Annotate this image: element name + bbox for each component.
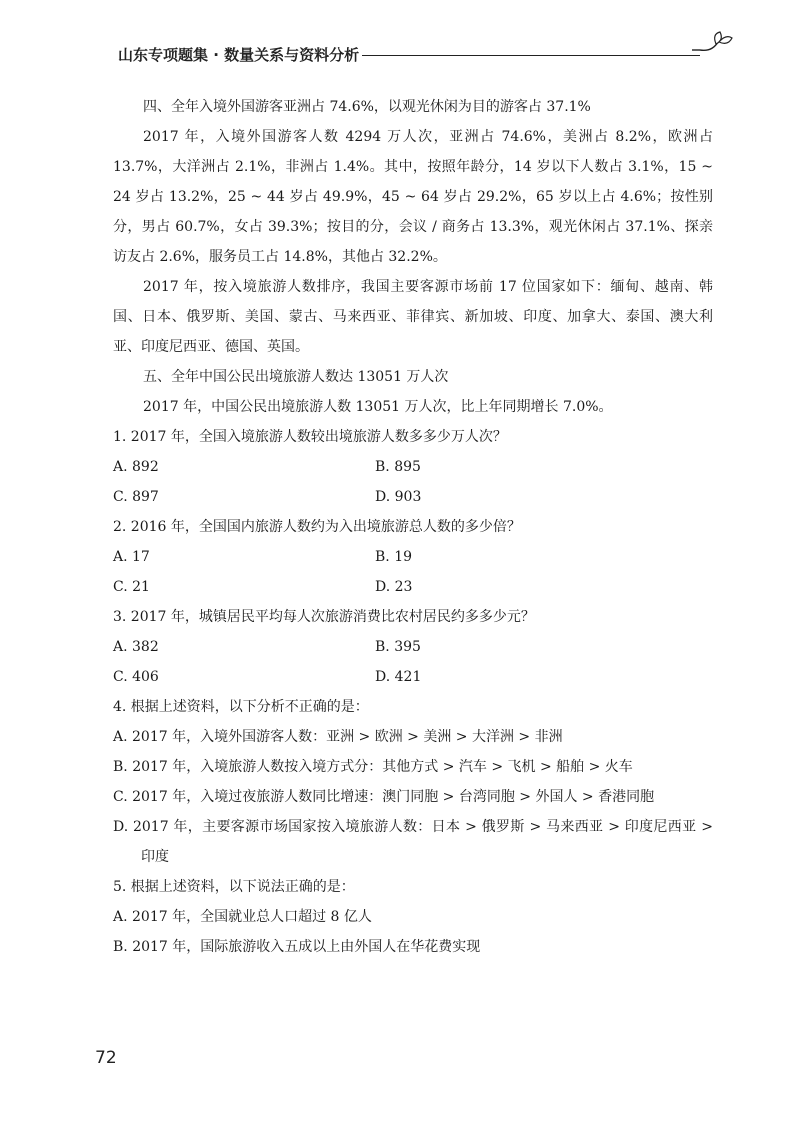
q4-option-a: A. 2017 年，入境外国游客人数：亚洲 > 欧洲 > 美洲 > 大洋洲 > 非洲	[113, 729, 563, 745]
question-1-options-row2	[113, 482, 713, 512]
q2-option-d: D. 23	[375, 579, 413, 595]
section4-title: 四、全年入境外国游客亚洲占 74.6%，以观光休闲为目的游客占 37.1%	[143, 99, 591, 115]
q2-option-b: B. 19	[375, 549, 413, 565]
section4-paragraph-2: 2017 年，按入境旅游人数排序，我国主要客源市场前 17 位国家如下：缅甸、越南、韩国、日本、俄罗斯、美国、蒙古、马来西亚、菲律宾、新加坡、印度、加拿大、泰国、澳大利亚、印度尼西亚、德国、英国。	[113, 279, 713, 355]
sprout-icon	[692, 30, 734, 64]
question-3-stem: 3. 2017 年，城镇居民平均每人次旅游消费比农村居民约多多少元？	[113, 609, 535, 625]
section4-paragraph-1: 2017 年，入境外国游客人数 4294 万人次，亚洲占 74.6%，美洲占 8.2%，欧洲占 13.7%，大洋洲占 2.1%，非洲占 1.4%。其中，按照年龄分，14 岁以下人数占 3.1%，15 ~ 24 岁占 13.2%，25 ~ 44 岁占 49.9%，45 ~ 64 岁占 29.2%，65 岁以上占 4.6%；按性别分，男占 60.7%，女占 39.3%；按目的分，会议 / 商务占 13.3%，观光休闲占 37.1%、探亲访友占 2.6%，服务员工占 14.8%，其他占 32.2%。	[113, 129, 713, 265]
section5-title: 五、全年中国公民出境旅游人数达 13051 万人次	[143, 369, 449, 385]
question-4-stem: 4. 根据上述资料，以下分析不正确的是：	[113, 699, 369, 715]
q1-option-b: B. 895	[375, 459, 421, 475]
section5-paragraph-1: 2017 年，中国公民出境旅游人数 13051 万人次，比上年同期增长 7.0%。	[143, 399, 613, 415]
q3-option-b: B. 395	[375, 639, 421, 655]
q5-option-b: B. 2017 年，国际旅游收入五成以上由外国人在华花费实现	[113, 939, 481, 955]
q1-option-a: A. 892	[113, 459, 159, 475]
q2-option-a: A. 17	[113, 549, 150, 565]
question-3-options-row2	[113, 662, 713, 692]
page-body	[113, 92, 713, 962]
question-1-options	[113, 452, 713, 482]
q3-option-a: A. 382	[113, 639, 159, 655]
q4-option-d: D. 2017 年，主要客源市场国家按入境旅游人数：日本 > 俄罗斯 > 马来西亚 > 印度尼西亚 > 印度	[113, 819, 713, 865]
q1-option-d: D. 903	[375, 489, 422, 505]
question-5-stem: 5. 根据上述资料，以下说法正确的是：	[113, 879, 355, 895]
running-header	[118, 30, 730, 70]
q2-option-c: C. 21	[113, 579, 150, 595]
q5-option-a: A. 2017 年，全国就业总人口超过 8 亿人	[113, 909, 372, 925]
question-2-stem: 2. 2016 年，全国国内旅游人数约为入出境旅游总人数的多少倍？	[113, 519, 521, 535]
question-2-options-row2	[113, 572, 713, 602]
question-3-options	[113, 632, 713, 662]
q3-option-c: C. 406	[113, 669, 159, 685]
q1-option-c: C. 897	[113, 489, 159, 505]
question-2-options	[113, 542, 713, 572]
header-rule	[362, 55, 700, 56]
page-number: 72	[95, 1048, 117, 1068]
header-title: 山东专项题集 · 数量关系与资料分析	[118, 46, 360, 64]
q4-option-b: B. 2017 年，入境旅游人数按入境方式分：其他方式 > 汽车 > 飞机 > 船舶 > 火车	[113, 759, 633, 775]
q4-option-c: C. 2017 年，入境过夜旅游人数同比增速：澳门同胞 > 台湾同胞 > 外国人 > 香港同胞	[113, 789, 655, 805]
question-1-stem: 1. 2017 年，全国入境旅游人数较出境旅游人数多多少万人次？	[113, 429, 507, 445]
q3-option-d: D. 421	[375, 669, 422, 685]
